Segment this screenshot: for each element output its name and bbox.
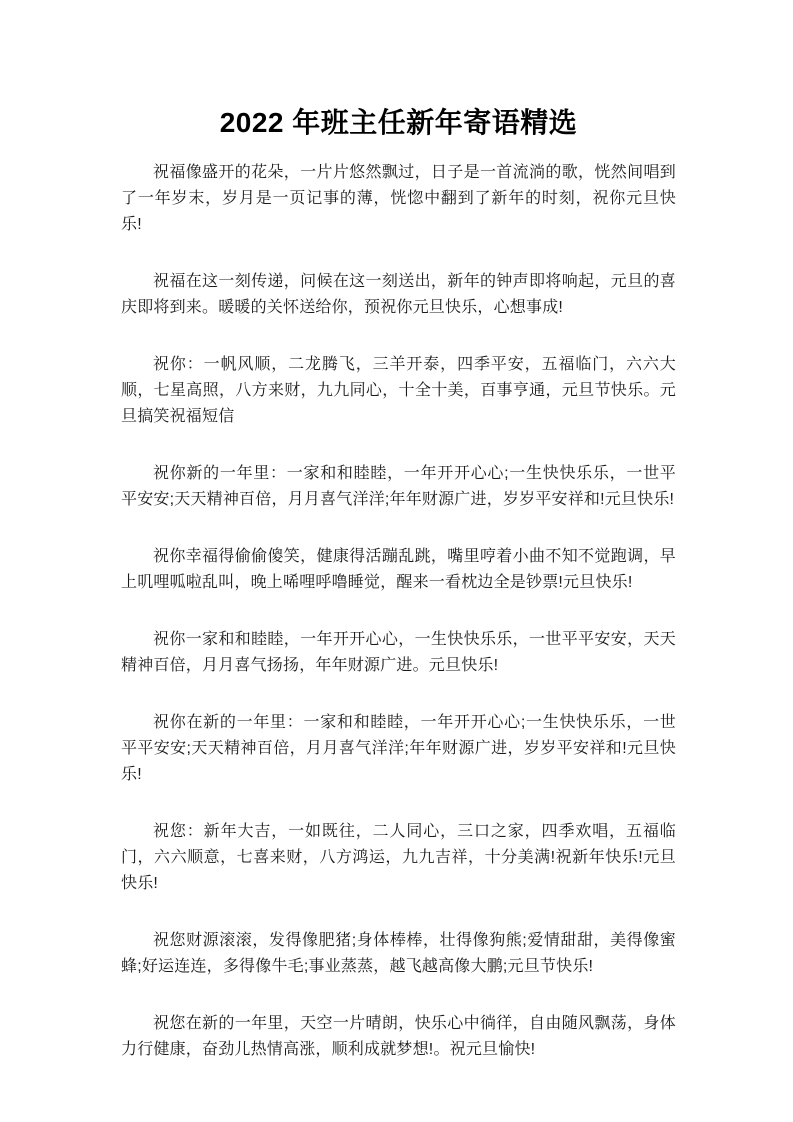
page-title: 2022 年班主任新年寄语精选 [219,107,578,138]
paragraph: 祝你在新的一年里：一家和和睦睦，一年开开心心;一生快快乐乐，一世平平安安;天天精神百倍，月月喜气洋洋;年年财源广进，岁岁平安祥和!元旦快乐! [121,714,676,783]
paragraph: 祝你一家和和睦睦，一年开开心心，一生快快乐乐，一世平平安安，天天精神百倍，月月喜气扬扬，年年财源广进。元旦快乐! [121,631,676,674]
paragraph: 祝福在这一刻传递，问候在这一刻送出，新年的钟声即将响起，元旦的喜庆即将到来。暖暖的关怀送给你，预祝你元旦快乐，心想事成! [121,273,676,316]
paragraph: 祝你幸福得偷偷傻笑，健康得活蹦乱跳，嘴里哼着小曲不知不觉跑调，早上叽哩呱啦乱叫，晚上唏哩呼噜睡觉，醒来一看枕边全是钞票!元旦快乐! [121,548,676,591]
paragraph: 祝您财源滚滚，发得像肥猪;身体棒棒，壮得像狗熊;爱情甜甜，美得像蜜蜂;好运连连，多得像牛毛;事业蒸蒸，越飞越高像大鹏;元旦节快乐! [121,932,676,975]
paragraph: 祝你：一帆风顺，二龙腾飞，三羊开泰，四季平安，五福临门，六六大顺，七星高照，八方来财，九九同心，十全十美，百事亨通，元旦节快乐。元旦搞笑祝福短信 [121,356,676,425]
document-body [121,160,676,1063]
paragraph: 祝您在新的一年里，天空一片晴朗，快乐心中徜徉，自由随风飘荡，身体力行健康，奋劲儿热情高涨，顺利成就梦想!。祝元旦愉快! [121,1015,676,1058]
paragraph: 祝福像盛开的花朵，一片片悠然飘过，日子是一首流淌的歌，恍然间唱到了一年岁末，岁月是一页记事的薄，恍惚中翻到了新年的时刻，祝你元旦快乐! [121,164,676,233]
paragraph: 祝您：新年大吉，一如既往，二人同心，三口之家，四季欢唱，五福临门，六六顺意，七喜来财，八方鸿运，九九吉祥，十分美满!祝新年快乐!元旦快乐! [121,823,676,892]
paragraph: 祝你新的一年里：一家和和睦睦，一年开开心心;一生快快乐乐，一世平平安安;天天精神百倍，月月喜气洋洋;年年财源广进，岁岁平安祥和!元旦快乐! [121,465,676,508]
